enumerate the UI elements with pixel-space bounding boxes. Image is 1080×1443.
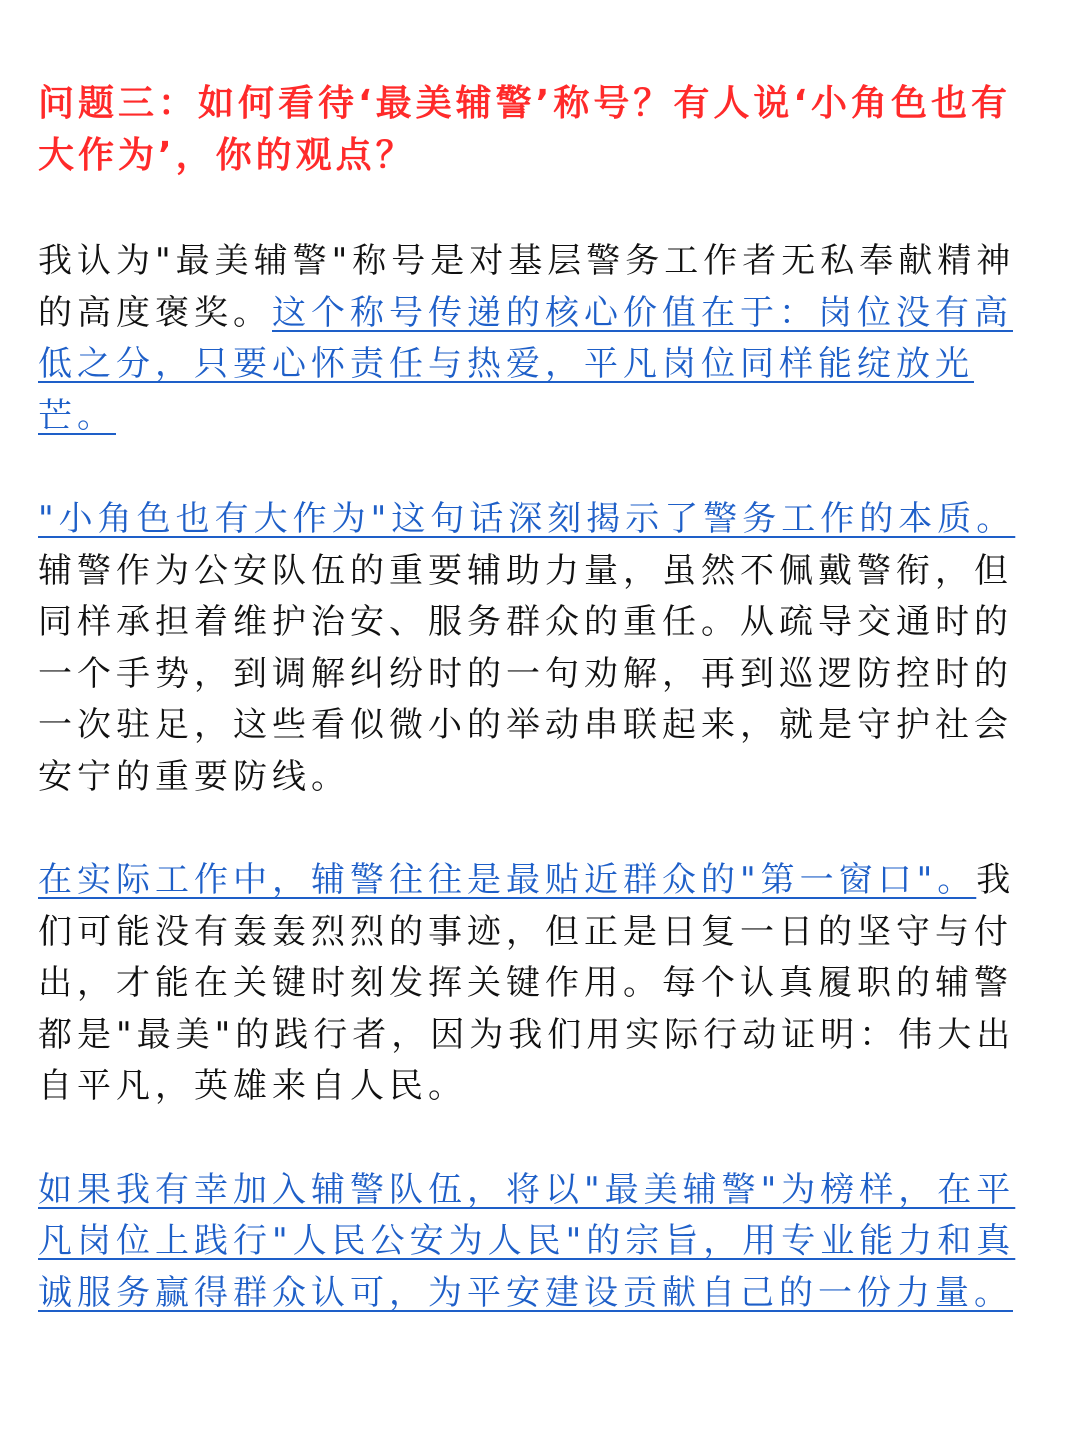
paragraph-2-text: 辅警作为公安队伍的重要辅助力量，虽然不佩戴警衔，但同样承担着维护治安、服务群众的重任。从疏导交通时的一个手势，到调解纠纷时的一句劝解，再到巡逻防控时的一次驻足，这些看似微小的举动串联起来，就是守护社会安宁的重要防线。 <box>38 550 1013 797</box>
paragraph-1-highlight: 这个称号传递的核心价值在于：岗位没有高低之分，只要心怀责任与热爱，平凡岗位同样能绽放光芒。 <box>38 292 1013 436</box>
paragraph-1-text: 我认为"最美辅警"称号是对基层警务工作者无私奉献精神的高度褒奖。 <box>38 241 1016 333</box>
paragraph-4 <box>38 1165 1038 1320</box>
paragraph-3-highlight: 在实际工作中，辅警往往是最贴近群众的"第一窗口"。 <box>38 860 977 900</box>
paragraph-2 <box>38 494 1038 803</box>
question-heading: 问题三：如何看待‘最美辅警’称号？有人说‘小角色也有大作为’，你的观点？ <box>38 83 1012 176</box>
paragraph-4-highlight: 如果我有幸加入辅警队伍，将以"最美辅警"为榜样，在平凡岗位上践行"人民公安为人民"的宗旨，用专业能力和真诚服务赢得群众认可，为平安建设贡献自己的一份力量。 <box>38 1169 1016 1313</box>
paragraph-2-highlight: "小角色也有大作为"这句话深刻揭示了警务工作的本质。 <box>38 499 1016 539</box>
article <box>38 78 1038 1371</box>
paragraph-3 <box>38 855 1038 1113</box>
paragraph-1 <box>38 236 1038 442</box>
paragraph-3-text: 我们可能没有轰轰烈烈的事迹，但正是日复一日的坚守与付出，才能在关键时刻发挥关键作用。每个认真履职的辅警都是"最美"的践行者，因为我们用实际行动证明：伟大出自平凡，英雄来自人民。 <box>38 860 1016 1106</box>
